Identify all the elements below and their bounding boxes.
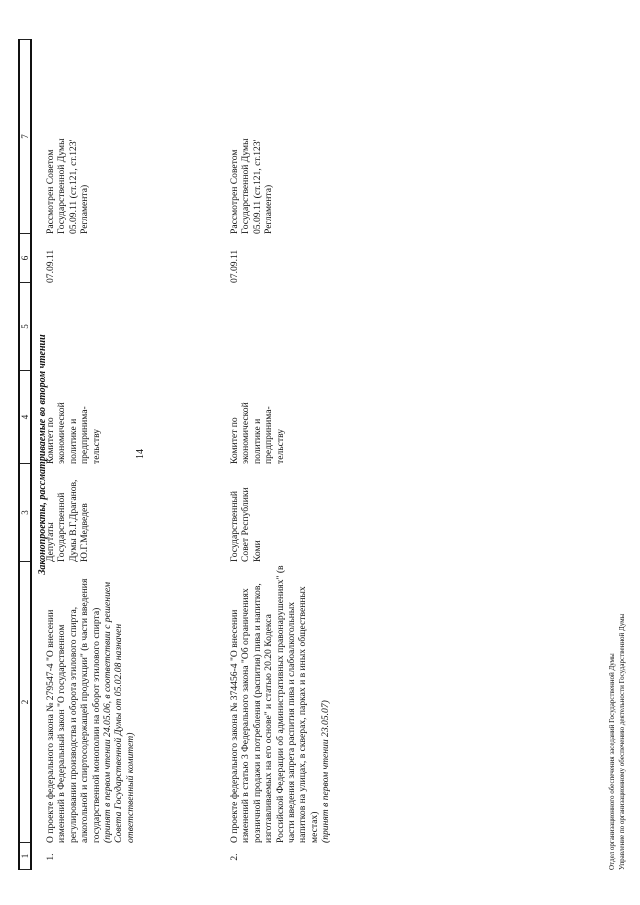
review-date: 07.09.11 <box>229 249 240 283</box>
column-header-5: 5 <box>19 283 31 371</box>
column-header-6: 6 <box>19 234 31 283</box>
responsible-committee: Комитет по экономической политике и предпринима-тельству <box>229 402 286 464</box>
footer-directorate: Управление по организационному обеспечению деятельности Государственной Думы <box>618 613 626 870</box>
bill-note: (принят в первом чтении 24.05.06, в соответствии с решением Совета Государственной Думы от 05.02.08 назначен ответственный комитет) <box>102 581 136 843</box>
bill-initiator: Государственный Совет Республики Коми <box>229 487 263 562</box>
column-number-header <box>19 40 31 870</box>
bill-description <box>45 565 136 843</box>
row-number: 2. <box>229 853 240 861</box>
column-header-4: 4 <box>19 371 31 464</box>
bill-description <box>229 565 332 843</box>
review-status: Рассмотрен Советом Государственной Думы 05.09.11 (ст.121, ст.123' Регламента) <box>229 138 275 234</box>
column-header-1: 1 <box>19 843 31 870</box>
responsible-committee: Комитет по экономической политике и предпринима-тельству <box>45 402 102 464</box>
column-header-3: 3 <box>19 464 31 562</box>
table-row <box>45 40 221 870</box>
footer-department: Отдел организационного обеспечения заседаний Государственной Думы <box>608 653 616 870</box>
bill-note: (принят в первом чтении 23.05.07) <box>320 700 332 843</box>
section-title: Законопроекты, рассматриваемые во втором чтении <box>31 40 52 870</box>
row-number: 1. <box>45 853 56 861</box>
bill-initiator: Депутаты Государственной Думы В.Г.Драганов, Ю.Г.Медведев <box>45 479 91 562</box>
agenda-rows <box>45 40 405 870</box>
column-header-7: 7 <box>19 40 31 234</box>
review-status: Рассмотрен Советом Государственной Думы 05.09.11 (ст.121, ст.123' Регламента) <box>45 138 91 234</box>
column-header-2: 2 <box>19 562 31 843</box>
review-date: 07.09.11 <box>45 249 56 283</box>
page-number: 14 <box>135 449 146 459</box>
table-row <box>229 40 405 870</box>
bill-title: О проекте федерального закона № 374456-4 "О внесении изменений в статью 3 Федерального закона "Об ограничениях розничной продажи и потребления (распития) пива и напитков, изготавливаемых на его основе" и статью 20.20 Кодекса Российской Федерации об административных правонарушениях" (в части введения запрета распития пива и слабоалкогольных напитков на улицах, в скверах, парках и в иных общественных местах) <box>229 565 320 843</box>
bill-title: О проекте федерального закона № 279547-4 "О внесении изменений в Федеральный закон "О государственном регулировании производства и оборота этилового спирта, алкогольной и спиртосодержащей продукции" (в части введения государственной монополии на оборот этилового спирта) <box>45 578 102 843</box>
